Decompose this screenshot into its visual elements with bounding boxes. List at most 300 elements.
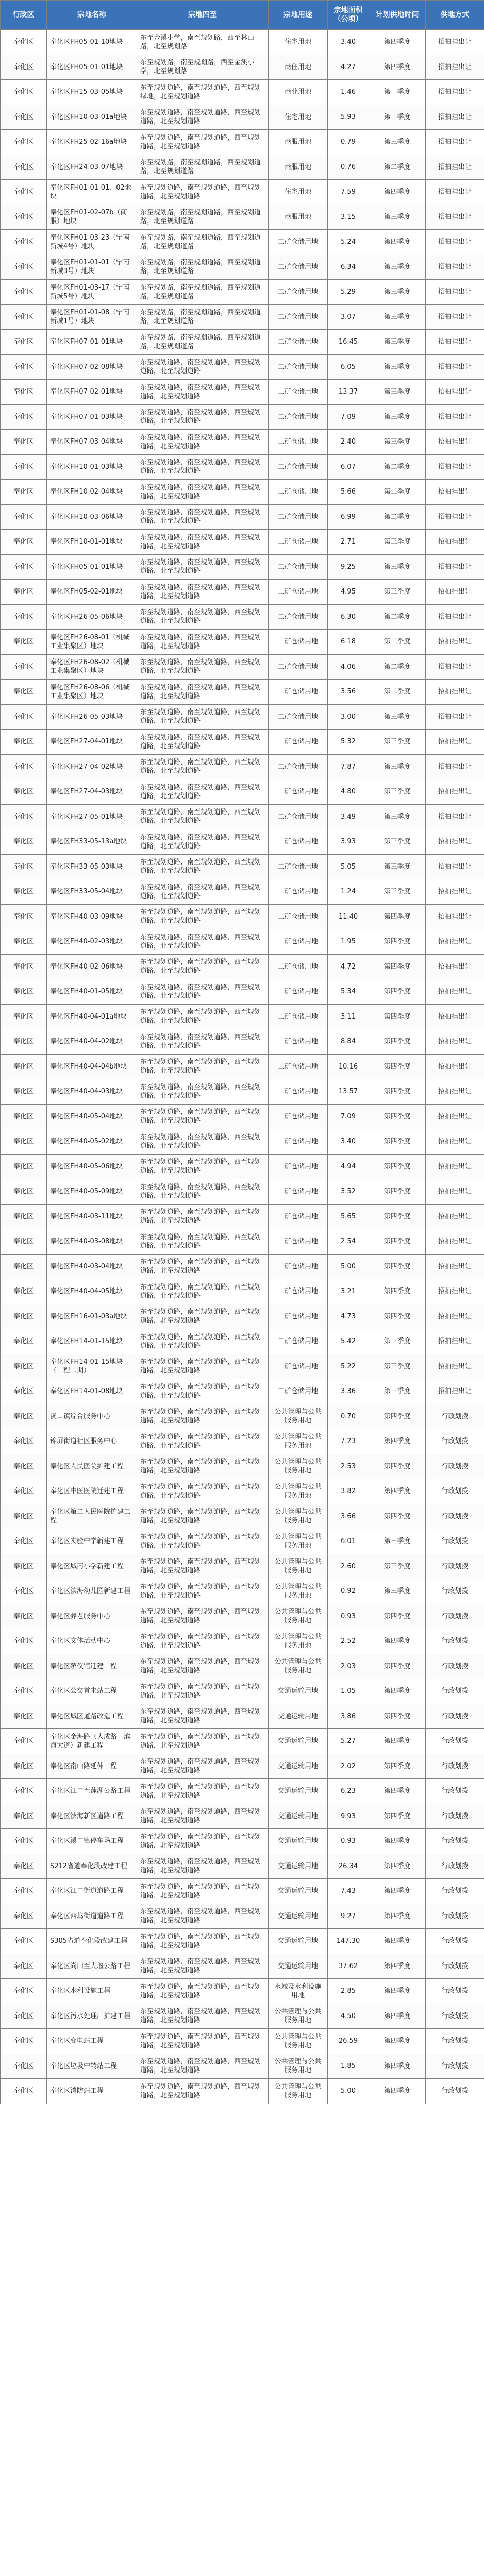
cell-supply-method: 行政划拨 <box>426 1979 484 2004</box>
cell-planned-time: 第四季度 <box>369 2004 426 2029</box>
cell-area: 0.76 <box>328 155 369 180</box>
cell-land-use: 工矿仓储用地 <box>269 1204 328 1229</box>
table-body <box>1 30 484 2104</box>
cell-planned-time: 第四季度 <box>369 1979 426 2004</box>
table-row <box>1 1979 484 2004</box>
cell-supply-method: 行政划拨 <box>426 1729 484 1754</box>
table-row <box>1 580 484 605</box>
cell-district: 奉化区 <box>1 979 47 1005</box>
cell-boundary: 东至规划道路，南至规划道路，西至规划道路，北至规划道路 <box>137 1104 269 1129</box>
cell-planned-time: 第三季度 <box>369 879 426 905</box>
table-row <box>1 979 484 1005</box>
cell-supply-method: 招拍挂出让 <box>426 904 484 929</box>
cell-supply-method: 招拍挂出让 <box>426 1379 484 1404</box>
cell-district: 奉化区 <box>1 879 47 905</box>
cell-planned-time: 第三季度 <box>369 1329 426 1354</box>
cell-area: 3.66 <box>328 1504 369 1529</box>
cell-land-use: 工矿仓储用地 <box>269 979 328 1005</box>
cell-planned-time: 第四季度 <box>369 1904 426 1929</box>
table-row <box>1 530 484 555</box>
cell-district: 奉化区 <box>1 530 47 555</box>
cell-supply-method: 招拍挂出让 <box>426 829 484 855</box>
table-row <box>1 1954 484 1979</box>
cell-district: 奉化区 <box>1 1754 47 1779</box>
cell-area: 2.02 <box>328 1754 369 1779</box>
cell-supply-method: 招拍挂出让 <box>426 654 484 680</box>
cell-boundary: 东至规划道路，南至规划道路，西至规划道路，北至规划道路 <box>137 704 269 730</box>
cell-land-use: 公共管理与公共服务用地 <box>269 1604 328 1629</box>
cell-planned-time: 第四季度 <box>369 1829 426 1854</box>
table-row <box>1 230 484 255</box>
cell-boundary: 东至规划道路，南至规划道路，西至规划道路，北至规划道路 <box>137 180 269 205</box>
cell-planned-time: 第四季度 <box>369 1729 426 1754</box>
cell-boundary: 东至规划道路，南至规划道路，西至规划道路，北至规划道路 <box>137 1654 269 1679</box>
cell-land-use: 工矿仓储用地 <box>269 854 328 879</box>
table-row <box>1 604 484 630</box>
cell-boundary: 东至规划道路，南至规划道路，西至规划道路，北至规划道路 <box>137 604 269 630</box>
cell-area: 3.86 <box>328 1704 369 1729</box>
cell-supply-method: 招拍挂出让 <box>426 1204 484 1229</box>
cell-area: 5.66 <box>328 480 369 505</box>
cell-planned-time: 第四季度 <box>369 1704 426 1729</box>
cell-area: 6.99 <box>328 504 369 530</box>
cell-parcel-name: 奉化区FH40-05-04地块 <box>47 1104 137 1129</box>
table-row <box>1 1029 484 1055</box>
cell-boundary: 东至规划道路，南至规划道路，西至规划道路，北至规划道路 <box>137 1029 269 1055</box>
cell-planned-time: 第二季度 <box>369 630 426 655</box>
cell-parcel-name: 奉化区FH05-01-01地块 <box>47 554 137 580</box>
cell-land-use: 商服用地 <box>269 155 328 180</box>
cell-area: 2.52 <box>328 1629 369 1654</box>
cell-district: 奉化区 <box>1 1904 47 1929</box>
cell-area: 1.46 <box>328 80 369 105</box>
cell-land-use: 工矿仓储用地 <box>269 304 328 330</box>
cell-land-use: 交通运输用地 <box>269 1754 328 1779</box>
cell-boundary: 东至规划道路，南至规划道路，西至规划道路，北至规划道路 <box>137 2004 269 2029</box>
cell-land-use: 工矿仓储用地 <box>269 330 328 355</box>
cell-parcel-name: 奉化区FH40-04-02地块 <box>47 1029 137 1055</box>
cell-parcel-name: 奉化区江口街道道路工程 <box>47 1879 137 1904</box>
cell-parcel-name: 奉化区FH40-02-06地块 <box>47 954 137 979</box>
cell-planned-time: 第三季度 <box>369 580 426 605</box>
cell-supply-method: 招拍挂出让 <box>426 1254 484 1279</box>
cell-area: 3.21 <box>328 1279 369 1304</box>
table-row <box>1 2029 484 2054</box>
cell-district: 奉化区 <box>1 155 47 180</box>
cell-supply-method: 招拍挂出让 <box>426 480 484 505</box>
cell-area: 13.37 <box>328 380 369 405</box>
cell-parcel-name: 奉化区南山路延伸工程 <box>47 1754 137 1779</box>
cell-supply-method: 招拍挂出让 <box>426 55 484 80</box>
cell-parcel-name: 奉化区尚田至大堰公路工程 <box>47 1954 137 1979</box>
cell-area: 2.60 <box>328 1554 369 1579</box>
cell-district: 奉化区 <box>1 1804 47 1829</box>
cell-parcel-name: 奉化区FH14-01-15地块（工程二期） <box>47 1354 137 1379</box>
cell-supply-method: 招拍挂出让 <box>426 430 484 455</box>
cell-supply-method: 招拍挂出让 <box>426 205 484 230</box>
cell-planned-time: 第四季度 <box>369 1879 426 1904</box>
cell-supply-method: 招拍挂出让 <box>426 255 484 280</box>
cell-supply-method: 招拍挂出让 <box>426 854 484 879</box>
cell-land-use: 公共管理与公共服务用地 <box>269 1429 328 1454</box>
cell-area: 1.05 <box>328 1679 369 1704</box>
cell-boundary: 东至规划道路，南至规划道路，西至规划道路，北至规划道路 <box>137 1704 269 1729</box>
cell-parcel-name: 奉化区FH40-05-09地块 <box>47 1179 137 1205</box>
cell-planned-time: 第四季度 <box>369 1754 426 1779</box>
cell-area: 3.07 <box>328 304 369 330</box>
table-row <box>1 1454 484 1479</box>
cell-land-use: 工矿仓储用地 <box>269 754 328 779</box>
cell-area: 2.85 <box>328 1979 369 2004</box>
cell-parcel-name: 奉化区FH26-08-06（机械工业集聚区）地块 <box>47 680 137 705</box>
cell-area: 2.71 <box>328 530 369 555</box>
cell-land-use: 交通运输用地 <box>269 1729 328 1754</box>
table-row <box>1 1504 484 1529</box>
cell-area: 3.40 <box>328 30 369 55</box>
cell-land-use: 工矿仓储用地 <box>269 1029 328 1055</box>
cell-parcel-name: 奉化区城区道路改造工程 <box>47 1704 137 1729</box>
cell-parcel-name: 奉化区FH40-04-04b地块 <box>47 1054 137 1079</box>
table-row <box>1 304 484 330</box>
table-row <box>1 205 484 230</box>
cell-supply-method: 招拍挂出让 <box>426 504 484 530</box>
cell-district: 奉化区 <box>1 1004 47 1029</box>
cell-land-use: 工矿仓储用地 <box>269 730 328 755</box>
cell-planned-time: 第三季度 <box>369 554 426 580</box>
cell-district: 奉化区 <box>1 280 47 305</box>
cell-land-use: 工矿仓储用地 <box>269 1179 328 1205</box>
cell-supply-method: 招拍挂出让 <box>426 1004 484 1029</box>
cell-supply-method: 行政划拨 <box>426 1579 484 1604</box>
cell-area: 4.73 <box>328 1304 369 1329</box>
cell-land-use: 交通运输用地 <box>269 1929 328 1954</box>
header-method: 供地方式 <box>426 1 484 30</box>
cell-district: 奉化区 <box>1 1254 47 1279</box>
cell-boundary: 东至规划道路，南至规划道路，西至规划道路，北至规划道路 <box>137 2029 269 2054</box>
cell-area: 4.72 <box>328 954 369 979</box>
table-row <box>1 30 484 55</box>
cell-supply-method: 招拍挂出让 <box>426 180 484 205</box>
cell-area: 10.16 <box>328 1054 369 1079</box>
cell-boundary: 东至规划道路，南至规划道路，西至规划道路，北至规划道路 <box>137 1229 269 1255</box>
cell-planned-time: 第一季度 <box>369 105 426 130</box>
cell-planned-time: 第三季度 <box>369 730 426 755</box>
cell-parcel-name: 奉化区FH07-01-03地块 <box>47 404 137 430</box>
cell-land-use: 公共管理与公共服务用地 <box>269 2029 328 2054</box>
cell-planned-time: 第四季度 <box>369 1929 426 1954</box>
table-row <box>1 404 484 430</box>
cell-district: 奉化区 <box>1 1304 47 1329</box>
cell-area: 4.27 <box>328 55 369 80</box>
cell-district: 奉化区 <box>1 1954 47 1979</box>
cell-boundary: 东至规划道路，南至规划道路，西至规划道路，北至规划道路 <box>137 1979 269 2004</box>
cell-planned-time: 第四季度 <box>369 1154 426 1179</box>
cell-district: 奉化区 <box>1 1879 47 1904</box>
cell-boundary: 东至规划道路，南至规划道路，西至规划道路，北至规划道路 <box>137 105 269 130</box>
cell-parcel-name: 奉化区中医医院迁建工程 <box>47 1479 137 1504</box>
cell-district: 奉化区 <box>1 1929 47 1954</box>
cell-planned-time: 第四季度 <box>369 1654 426 1679</box>
cell-supply-method: 行政划拨 <box>426 1904 484 1929</box>
cell-planned-time: 第三季度 <box>369 804 426 829</box>
cell-supply-method: 招拍挂出让 <box>426 454 484 480</box>
cell-planned-time: 第二季度 <box>369 480 426 505</box>
table-row <box>1 1204 484 1229</box>
cell-land-use: 工矿仓储用地 <box>269 604 328 630</box>
cell-land-use: 工矿仓储用地 <box>269 954 328 979</box>
cell-supply-method: 招拍挂出让 <box>426 754 484 779</box>
cell-supply-method: 招拍挂出让 <box>426 804 484 829</box>
cell-planned-time: 第三季度 <box>369 829 426 855</box>
cell-area: 0.70 <box>328 1404 369 1429</box>
cell-parcel-name: 奉化区FH01-01-01（宁南新城3号）地块 <box>47 255 137 280</box>
cell-parcel-name: 奉化区消防站工程 <box>47 2079 137 2104</box>
cell-parcel-name: 奉化区FH26-08-02（机械工业集聚区）地块 <box>47 654 137 680</box>
cell-district: 奉化区 <box>1 1054 47 1079</box>
cell-boundary: 东至规划道路，南至规划道路，西至规划道路，北至规划道路 <box>137 1729 269 1754</box>
cell-district: 奉化区 <box>1 580 47 605</box>
cell-planned-time: 第三季度 <box>369 130 426 155</box>
cell-boundary: 东至规划道路，南至规划道路，西至规划道路，北至规划道路 <box>137 904 269 929</box>
cell-parcel-name: 奉化区FH26-05-06地块 <box>47 604 137 630</box>
cell-land-use: 水域及水利设施用地 <box>269 1979 328 2004</box>
cell-district: 奉化区 <box>1 1979 47 2004</box>
cell-supply-method: 行政划拨 <box>426 2004 484 2029</box>
cell-supply-method: 招拍挂出让 <box>426 1029 484 1055</box>
cell-parcel-name: 奉化区FH01-01-08（宁南新城1号）地块 <box>47 304 137 330</box>
cell-land-use: 工矿仓储用地 <box>269 829 328 855</box>
cell-land-use: 工矿仓储用地 <box>269 480 328 505</box>
cell-area: 37.62 <box>328 1954 369 1979</box>
cell-district: 奉化区 <box>1 230 47 255</box>
cell-supply-method: 招拍挂出让 <box>426 1104 484 1129</box>
cell-parcel-name: 奉化区滨海新区道路工程 <box>47 1804 137 1829</box>
cell-land-use: 工矿仓储用地 <box>269 404 328 430</box>
cell-boundary: 东至规划道路，南至规划道路，西至规划绿地，北至规划道路 <box>137 80 269 105</box>
cell-area: 0.79 <box>328 130 369 155</box>
cell-planned-time: 第四季度 <box>369 230 426 255</box>
cell-parcel-name: 奉化区FH15-03-05地块 <box>47 80 137 105</box>
table-row <box>1 1104 484 1129</box>
cell-boundary: 东至规划道路，南至规划道路，西至规划道路，北至规划道路 <box>137 630 269 655</box>
cell-land-use: 工矿仓储用地 <box>269 680 328 705</box>
cell-land-use: 交通运输用地 <box>269 1804 328 1829</box>
cell-boundary: 东至规划道路，南至规划道路，西至规划道路，北至规划道路 <box>137 1679 269 1704</box>
cell-planned-time: 第四季度 <box>369 1304 426 1329</box>
cell-area: 5.00 <box>328 2079 369 2104</box>
cell-boundary: 东至规划道路，南至规划道路，西至规划道路，北至规划道路 <box>137 580 269 605</box>
cell-area: 6.01 <box>328 1529 369 1554</box>
cell-land-use: 工矿仓储用地 <box>269 504 328 530</box>
table-row <box>1 1479 484 1504</box>
cell-boundary: 东至规划道路，南至规划道路，西至规划道路，北至规划道路 <box>137 354 269 380</box>
cell-parcel-name: 奉化区FH14-01-08地块 <box>47 1379 137 1404</box>
cell-parcel-name: 奉化区FH40-05-02地块 <box>47 1129 137 1155</box>
cell-area: 6.30 <box>328 604 369 630</box>
table-row <box>1 754 484 779</box>
cell-boundary: 东至规划道路，南至规划道路，西至规划道路，北至规划道路 <box>137 654 269 680</box>
cell-supply-method: 招拍挂出让 <box>426 280 484 305</box>
cell-district: 奉化区 <box>1 1354 47 1379</box>
cell-district: 奉化区 <box>1 1654 47 1679</box>
table-row <box>1 1329 484 1354</box>
cell-planned-time: 第三季度 <box>369 530 426 555</box>
cell-supply-method: 招拍挂出让 <box>426 1054 484 1079</box>
cell-land-use: 公共管理与公共服务用地 <box>269 1554 328 1579</box>
cell-parcel-name: 奉化区FH40-04-01a地块 <box>47 1004 137 1029</box>
cell-district: 奉化区 <box>1 1429 47 1454</box>
table-row <box>1 2079 484 2104</box>
cell-supply-method: 行政划拨 <box>426 2029 484 2054</box>
cell-boundary: 东至规划道路，南至规划道路，西至规划道路，北至规划道路 <box>137 680 269 705</box>
cell-district: 奉化区 <box>1 1729 47 1754</box>
cell-planned-time: 第四季度 <box>369 1404 426 1429</box>
table-row <box>1 2004 484 2029</box>
cell-boundary: 东至规划道路，南至规划道路，西至规划道路，北至规划道路 <box>137 2054 269 2079</box>
cell-land-use: 公共管理与公共服务用地 <box>269 2004 328 2029</box>
cell-district: 奉化区 <box>1 2079 47 2104</box>
cell-district: 奉化区 <box>1 504 47 530</box>
cell-supply-method: 行政划拨 <box>426 1829 484 1854</box>
cell-land-use: 工矿仓储用地 <box>269 380 328 405</box>
cell-planned-time: 第四季度 <box>369 1204 426 1229</box>
cell-district: 奉化区 <box>1 1179 47 1205</box>
cell-boundary: 东至规划路，南至规划道路，西至规划道路，北至规划道路 <box>137 255 269 280</box>
table-row <box>1 954 484 979</box>
cell-parcel-name: 奉化区FH07-01-01地块 <box>47 330 137 355</box>
table-row <box>1 354 484 380</box>
cell-boundary: 东至规划道路，南至规划道路，西至规划道路，北至规划道路 <box>137 1529 269 1554</box>
cell-district: 奉化区 <box>1 1154 47 1179</box>
cell-land-use: 公共管理与公共服务用地 <box>269 1454 328 1479</box>
cell-district: 奉化区 <box>1 1229 47 1255</box>
cell-boundary: 东至规划道路，南至规划道路，西至规划道路，北至规划道路 <box>137 1954 269 1979</box>
cell-boundary: 东至规划道路，南至规划道路，西至规划道路，北至规划道路 <box>137 1354 269 1379</box>
cell-planned-time: 第三季度 <box>369 404 426 430</box>
cell-planned-time: 第四季度 <box>369 904 426 929</box>
cell-boundary: 东至规划道路，南至规划道路，西至规划道路，北至规划道路 <box>137 929 269 955</box>
cell-supply-method: 招拍挂出让 <box>426 380 484 405</box>
cell-supply-method: 行政划拨 <box>426 1454 484 1479</box>
cell-planned-time: 第四季度 <box>369 1129 426 1155</box>
cell-parcel-name: 奉化区FH33-05-03地块 <box>47 854 137 879</box>
cell-planned-time: 第三季度 <box>369 704 426 730</box>
cell-parcel-name: 奉化区水利设施工程 <box>47 1979 137 2004</box>
cell-area: 5.42 <box>328 1329 369 1354</box>
cell-planned-time: 第四季度 <box>369 180 426 205</box>
cell-supply-method: 行政划拨 <box>426 1479 484 1504</box>
cell-boundary: 东至规划道路，南至规划道路，西至规划道路，北至规划道路 <box>137 380 269 405</box>
cell-boundary: 东至规划道路，南至规划道路，西至规划道路，北至规划道路 <box>137 1479 269 1504</box>
cell-boundary: 东至规划道路，南至规划道路，西至规划道路，北至规划道路 <box>137 530 269 555</box>
cell-district: 奉化区 <box>1 1779 47 1804</box>
table-row <box>1 904 484 929</box>
cell-supply-method: 行政划拨 <box>426 2079 484 2104</box>
cell-planned-time: 第四季度 <box>369 1804 426 1829</box>
cell-land-use: 公共管理与公共服务用地 <box>269 1404 328 1429</box>
table-row <box>1 1354 484 1379</box>
cell-boundary: 东至规划道路，南至规划道路，西至规划道路，北至规划道路 <box>137 1854 269 1879</box>
cell-boundary: 东至规划道路，南至规划道路，西至规划道路，北至规划道路 <box>137 1554 269 1579</box>
header-row <box>1 1 484 30</box>
cell-planned-time: 第四季度 <box>369 55 426 80</box>
table-header <box>1 1 484 30</box>
cell-district: 奉化区 <box>1 1529 47 1554</box>
cell-parcel-name: S305省道奉化段改建工程 <box>47 1929 137 1954</box>
cell-parcel-name: 奉化区城南小学新建工程 <box>47 1554 137 1579</box>
cell-planned-time: 第二季度 <box>369 654 426 680</box>
table-row <box>1 1729 484 1754</box>
cell-boundary: 东至规划路，南至规划道路，西至规划道路，北至规划道路 <box>137 280 269 305</box>
table-row <box>1 779 484 805</box>
cell-district: 奉化区 <box>1 1479 47 1504</box>
cell-boundary: 东至规划道路，南至规划道路，西至规划道路，北至规划道路 <box>137 1004 269 1029</box>
cell-district: 奉化区 <box>1 1279 47 1304</box>
cell-parcel-name: 奉化区FH33-05-13a地块 <box>47 829 137 855</box>
cell-area: 26.59 <box>328 2029 369 2054</box>
cell-planned-time: 第三季度 <box>369 779 426 805</box>
cell-supply-method: 招拍挂出让 <box>426 979 484 1005</box>
cell-planned-time: 第四季度 <box>369 30 426 55</box>
cell-boundary: 东至规划道路，南至规划道路，西至规划道路，北至规划道路 <box>137 954 269 979</box>
cell-area: 2.54 <box>328 1229 369 1255</box>
cell-parcel-name: 奉化区第二人民医院扩建工程 <box>47 1504 137 1529</box>
cell-land-use: 工矿仓储用地 <box>269 1279 328 1304</box>
cell-planned-time: 第三季度 <box>369 380 426 405</box>
cell-area: 7.09 <box>328 1104 369 1129</box>
cell-land-use: 住宅用地 <box>269 180 328 205</box>
cell-district: 奉化区 <box>1 1379 47 1404</box>
cell-planned-time: 第三季度 <box>369 255 426 280</box>
cell-land-use: 工矿仓储用地 <box>269 1379 328 1404</box>
cell-district: 奉化区 <box>1 2029 47 2054</box>
cell-planned-time: 第四季度 <box>369 1029 426 1055</box>
table-row <box>1 1679 484 1704</box>
cell-district: 奉化区 <box>1 704 47 730</box>
table-row <box>1 1154 484 1179</box>
cell-district: 奉化区 <box>1 604 47 630</box>
cell-district: 奉化区 <box>1 480 47 505</box>
cell-area: 3.52 <box>328 1179 369 1205</box>
cell-parcel-name: 奉化区FH40-03-09地块 <box>47 904 137 929</box>
cell-planned-time: 第三季度 <box>369 854 426 879</box>
table-row <box>1 1904 484 1929</box>
cell-area: 3.49 <box>328 804 369 829</box>
cell-parcel-name: 奉化区滨海幼儿园新建工程 <box>47 1579 137 1604</box>
cell-district: 奉化区 <box>1 1029 47 1055</box>
cell-parcel-name: 奉化区西坞街道道路工程 <box>47 1904 137 1929</box>
table-row <box>1 680 484 705</box>
cell-district: 奉化区 <box>1 2004 47 2029</box>
cell-land-use: 交通运输用地 <box>269 1954 328 1979</box>
cell-parcel-name: 奉化区变电站工程 <box>47 2029 137 2054</box>
cell-boundary: 东至规划道路，南至规划道路，西至规划道路，北至规划道路 <box>137 1454 269 1479</box>
table-row <box>1 1279 484 1304</box>
cell-parcel-name: 奉化区FH27-05-01地块 <box>47 804 137 829</box>
table-row <box>1 1404 484 1429</box>
cell-supply-method: 行政划拨 <box>426 1854 484 1879</box>
cell-supply-method: 招拍挂出让 <box>426 105 484 130</box>
cell-planned-time: 第三季度 <box>369 1379 426 1404</box>
cell-supply-method: 招拍挂出让 <box>426 680 484 705</box>
cell-parcel-name: 奉化区FH10-01-03地块 <box>47 454 137 480</box>
cell-land-use: 工矿仓储用地 <box>269 1004 328 1029</box>
cell-planned-time: 第三季度 <box>369 304 426 330</box>
cell-parcel-name: 奉化区FH26-05-03地块 <box>47 704 137 730</box>
cell-area: 7.09 <box>328 404 369 430</box>
cell-boundary: 东至规划路，南至规划道路，西至规划道路，北至规划道路 <box>137 330 269 355</box>
cell-planned-time: 第四季度 <box>369 1604 426 1629</box>
